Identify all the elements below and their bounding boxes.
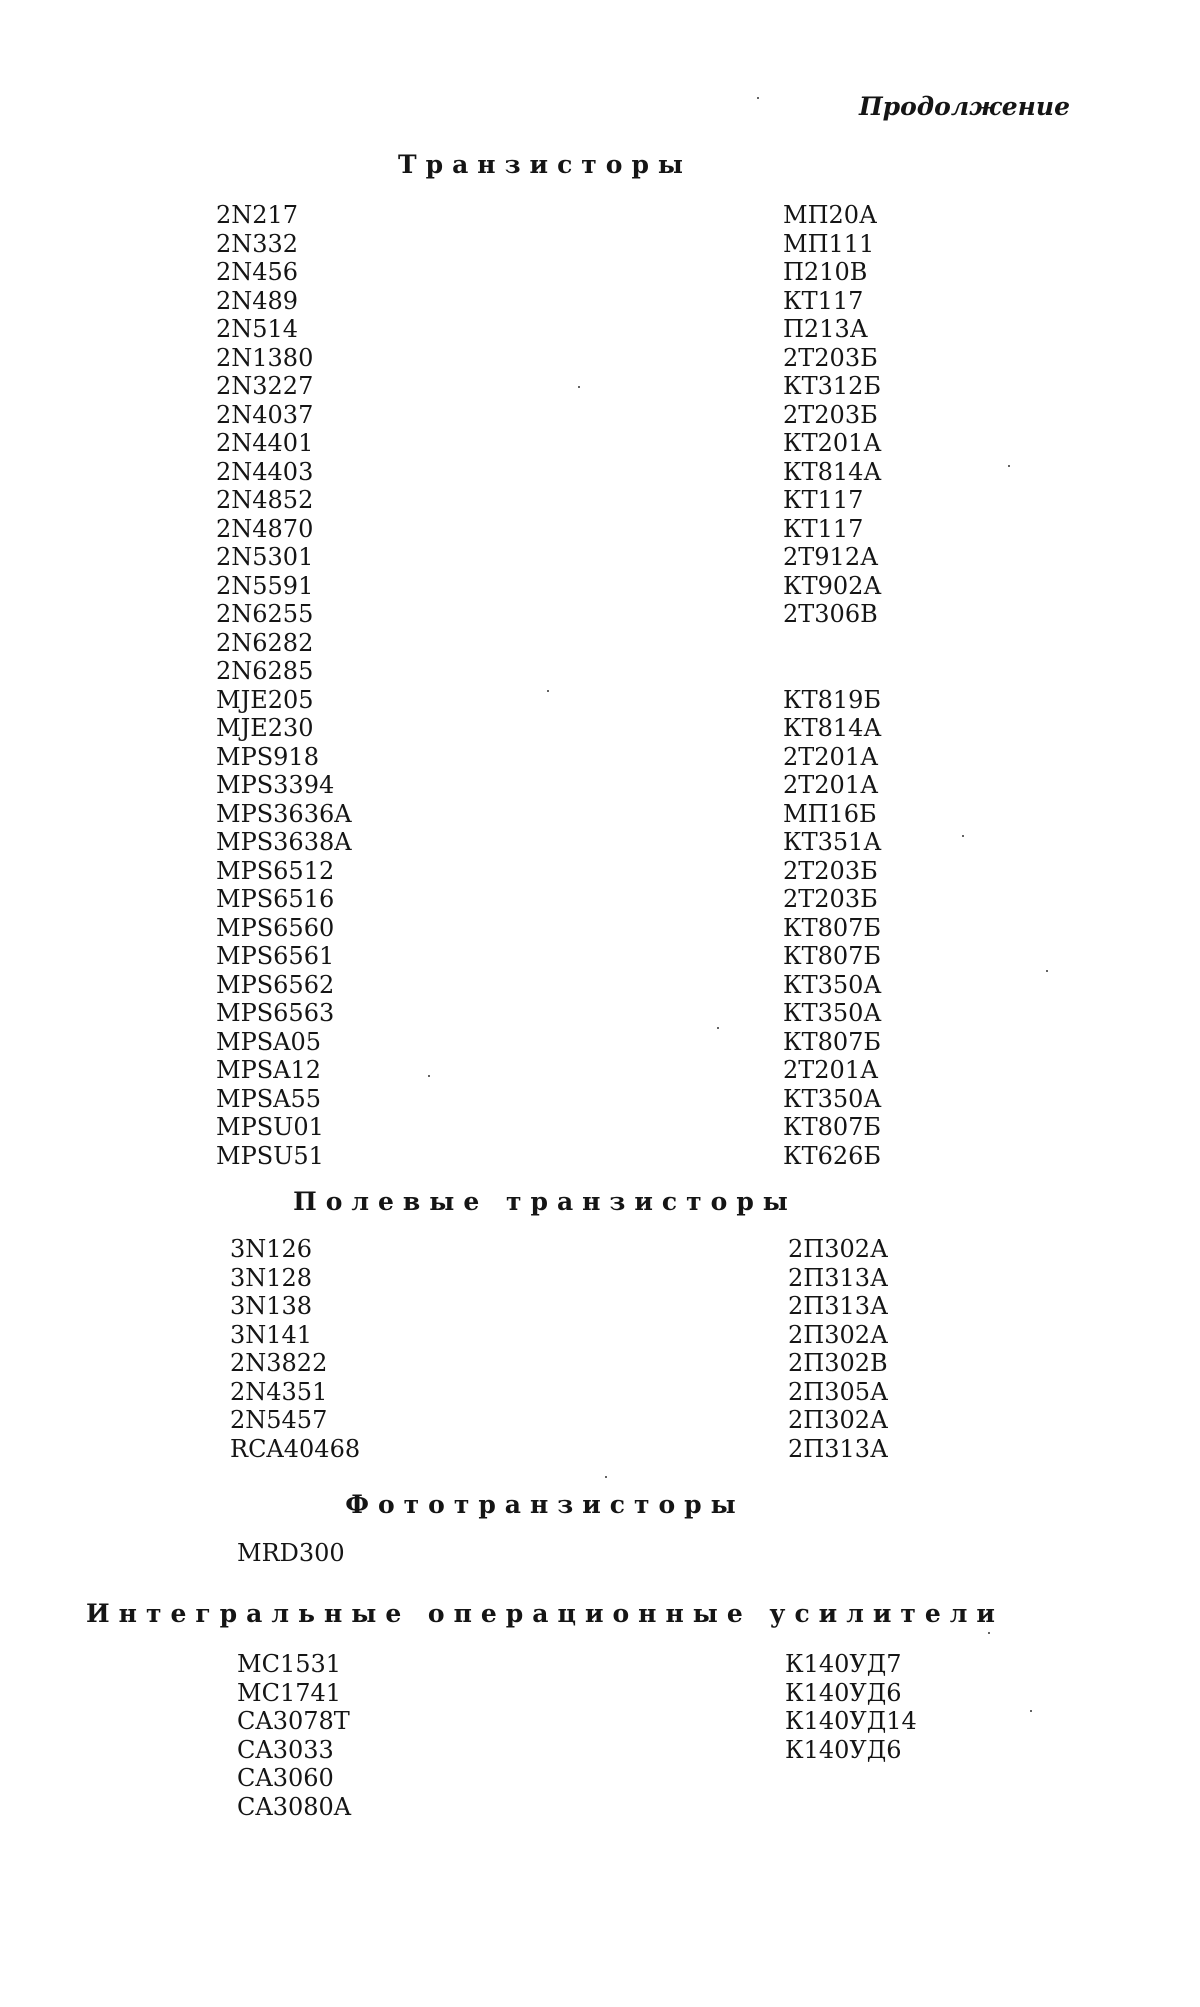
table-row: [0, 600, 1200, 629]
table-row: [0, 1292, 1200, 1321]
table-row: [0, 1349, 1200, 1378]
foreign-part-number: MPS3638A: [216, 828, 352, 856]
domestic-equivalent: 2П313А: [788, 1434, 889, 1463]
table-row: [0, 201, 1200, 230]
foreign-part-number: MPSA55: [216, 1084, 322, 1113]
table-row: [0, 1793, 1200, 1822]
domestic-equivalent: КТ814А: [783, 714, 882, 742]
domestic-equivalent: 2П305А: [788, 1377, 889, 1406]
foreign-part-number: MPS6516: [216, 885, 335, 913]
scan-speck: [717, 1027, 719, 1029]
foreign-part-number: 2N4403: [216, 457, 314, 486]
table-row: [0, 230, 1200, 259]
foreign-part-number: MPS3636A: [216, 799, 352, 828]
foreign-part-number: 2N3227: [216, 372, 314, 400]
table-row: [0, 942, 1200, 971]
table-row: [0, 1056, 1200, 1085]
foreign-part-number: RCA40468: [230, 1434, 361, 1463]
table-row: [0, 1378, 1200, 1407]
foreign-part-number: MPSU51: [216, 1141, 324, 1170]
domestic-equivalent: 2П302В: [788, 1349, 888, 1377]
foreign-part-number: 2N6282: [216, 628, 314, 657]
table-row: [0, 287, 1200, 316]
scan-speck: [578, 386, 580, 388]
table-row: [0, 429, 1200, 458]
foreign-part-number: MRD300: [237, 1539, 345, 1567]
foreign-part-number: 2N4037: [216, 400, 314, 429]
table-row: [0, 344, 1200, 373]
table-row: [0, 1539, 1200, 1568]
foreign-part-number: CA3060: [237, 1764, 334, 1792]
domestic-equivalent: КТ819Б: [783, 685, 882, 714]
foreign-part-number: MPSU01: [216, 1113, 324, 1141]
section-title-field-effect: Полевые транзисторы: [293, 1187, 797, 1216]
foreign-part-number: MPSA05: [216, 1027, 322, 1056]
section-title-phototransistors: Фототранзисторы: [345, 1490, 745, 1519]
domestic-equivalent: КТ117: [783, 286, 864, 315]
domestic-equivalent: 2Т912А: [783, 543, 879, 571]
domestic-equivalent: КТ350А: [783, 1084, 882, 1113]
domestic-equivalent: КТ807Б: [783, 1027, 882, 1056]
scan-speck: [605, 1476, 607, 1478]
domestic-equivalent: КТ312Б: [783, 372, 882, 400]
scan-speck: [988, 1632, 990, 1634]
table-row: [0, 857, 1200, 886]
foreign-part-number: 2N514: [216, 315, 299, 343]
domestic-equivalent: 2П302А: [788, 1320, 889, 1349]
field-effect-table: [0, 1235, 1200, 1463]
domestic-equivalent: КТ351А: [783, 828, 882, 856]
table-row: [0, 1321, 1200, 1350]
domestic-equivalent: К140УД6: [785, 1678, 902, 1707]
domestic-equivalent: КТ350А: [783, 970, 882, 999]
domestic-equivalent: 2П313А: [788, 1292, 889, 1320]
domestic-equivalent: МП16Б: [783, 799, 877, 828]
table-row: [0, 828, 1200, 857]
table-row: [0, 714, 1200, 743]
table-row: [0, 486, 1200, 515]
domestic-equivalent: 2Т201А: [783, 1056, 879, 1084]
op-amps-table: [0, 1650, 1200, 1821]
table-row: [0, 258, 1200, 287]
foreign-part-number: 2N217: [216, 201, 299, 229]
domestic-equivalent: 2Т203Б: [783, 400, 878, 429]
foreign-part-number: MPS6561: [216, 942, 335, 970]
domestic-equivalent: 2Т306В: [783, 600, 878, 628]
scan-speck: [962, 835, 964, 837]
table-row: [0, 315, 1200, 344]
foreign-part-number: CA3078T: [237, 1707, 350, 1735]
foreign-part-number: 2N5301: [216, 543, 314, 571]
table-row: [0, 771, 1200, 800]
foreign-part-number: 2N332: [216, 229, 299, 258]
table-row: [0, 743, 1200, 772]
foreign-part-number: MPS3394: [216, 771, 335, 799]
domestic-equivalent: 2П302А: [788, 1235, 889, 1263]
table-row: [0, 800, 1200, 829]
table-row: [0, 1235, 1200, 1264]
section-title-op-amps: Интегральные операционные усилители: [86, 1599, 1004, 1628]
table-row: [0, 1264, 1200, 1293]
section-title-transistors: Транзисторы: [397, 150, 692, 179]
table-row: [0, 1113, 1200, 1142]
table-row: [0, 971, 1200, 1000]
domestic-equivalent: 2Т203Б: [783, 885, 878, 913]
foreign-part-number: 2N4870: [216, 514, 314, 543]
table-row: [0, 657, 1200, 686]
domestic-equivalent: КТ902А: [783, 571, 882, 600]
table-row: [0, 543, 1200, 572]
foreign-part-number: 2N5591: [216, 571, 314, 600]
table-row: [0, 1764, 1200, 1793]
domestic-equivalent: КТ807Б: [783, 942, 882, 970]
domestic-equivalent: КТ626Б: [783, 1141, 882, 1170]
foreign-part-number: MPSA12: [216, 1056, 322, 1084]
scan-speck: [547, 690, 549, 692]
domestic-equivalent: 2П302А: [788, 1406, 889, 1434]
domestic-equivalent: КТ117: [783, 486, 864, 514]
domestic-equivalent: КТ350А: [783, 999, 882, 1027]
foreign-part-number: 2N456: [216, 258, 299, 286]
table-row: [0, 1085, 1200, 1114]
foreign-part-number: 3N128: [230, 1263, 313, 1292]
domestic-equivalent: 2Т203Б: [783, 856, 878, 885]
foreign-part-number: MPS6560: [216, 913, 335, 942]
table-row: [0, 401, 1200, 430]
domestic-equivalent: 2Т203Б: [783, 343, 878, 372]
table-row: [0, 1650, 1200, 1679]
foreign-part-number: 2N3822: [230, 1349, 328, 1377]
foreign-part-number: 2N489: [216, 286, 299, 315]
table-row: [0, 372, 1200, 401]
foreign-part-number: MJE230: [216, 714, 314, 742]
table-row: [0, 1406, 1200, 1435]
foreign-part-number: MC1741: [237, 1678, 342, 1707]
domestic-equivalent: КТ807Б: [783, 913, 882, 942]
domestic-equivalent: П210В: [783, 258, 868, 286]
domestic-equivalent: К140УД7: [785, 1650, 902, 1678]
domestic-equivalent: КТ807Б: [783, 1113, 882, 1141]
domestic-equivalent: КТ814А: [783, 457, 882, 486]
foreign-part-number: MJE205: [216, 685, 314, 714]
foreign-part-number: 2N6255: [216, 600, 314, 628]
table-row: [0, 629, 1200, 658]
domestic-equivalent: К140УД6: [785, 1735, 902, 1764]
table-row: [0, 1435, 1200, 1464]
domestic-equivalent: П213А: [783, 315, 868, 343]
domestic-equivalent: КТ117: [783, 514, 864, 543]
table-row: [0, 914, 1200, 943]
domestic-equivalent: МП20А: [783, 201, 878, 229]
foreign-part-number: CA3033: [237, 1735, 334, 1764]
table-row: [0, 458, 1200, 487]
foreign-part-number: 3N126: [230, 1235, 313, 1263]
domestic-equivalent: МП111: [783, 229, 875, 258]
domestic-equivalent: КТ201А: [783, 429, 882, 457]
table-row: [0, 1028, 1200, 1057]
table-row: [0, 572, 1200, 601]
foreign-part-number: 2N4351: [230, 1377, 328, 1406]
table-row: [0, 1736, 1200, 1765]
domestic-equivalent: 2Т201А: [783, 771, 879, 799]
foreign-part-number: MPS6563: [216, 999, 335, 1027]
foreign-part-number: 2N4401: [216, 429, 314, 457]
table-row: [0, 999, 1200, 1028]
table-row: [0, 515, 1200, 544]
table-row: [0, 1707, 1200, 1736]
domestic-equivalent: 2Т201А: [783, 742, 879, 771]
foreign-part-number: 2N4852: [216, 486, 314, 514]
scan-speck: [428, 1075, 430, 1077]
scan-speck: [757, 97, 759, 99]
foreign-part-number: MPS6562: [216, 970, 335, 999]
scan-speck: [1030, 1710, 1032, 1712]
foreign-part-number: CA3080A: [237, 1792, 352, 1821]
foreign-part-number: 3N141: [230, 1320, 313, 1349]
scan-speck: [1008, 465, 1010, 467]
domestic-equivalent: К140УД14: [785, 1707, 917, 1735]
foreign-part-number: MPS6512: [216, 856, 335, 885]
foreign-part-number: MPS918: [216, 742, 319, 771]
foreign-part-number: 2N5457: [230, 1406, 328, 1434]
table-row: [0, 885, 1200, 914]
table-row: [0, 1142, 1200, 1171]
foreign-part-number: 2N1380: [216, 343, 314, 372]
continuation-label: Продолжение: [859, 92, 1070, 121]
table-row: [0, 1679, 1200, 1708]
domestic-equivalent: 2П313А: [788, 1263, 889, 1292]
foreign-part-number: MC1531: [237, 1650, 342, 1678]
foreign-part-number: 3N138: [230, 1292, 313, 1320]
scan-speck: [1046, 970, 1048, 972]
foreign-part-number: 2N6285: [216, 657, 314, 685]
transistors-table: [0, 201, 1200, 1170]
phototransistors-table: [0, 1539, 1200, 1568]
table-row: [0, 686, 1200, 715]
